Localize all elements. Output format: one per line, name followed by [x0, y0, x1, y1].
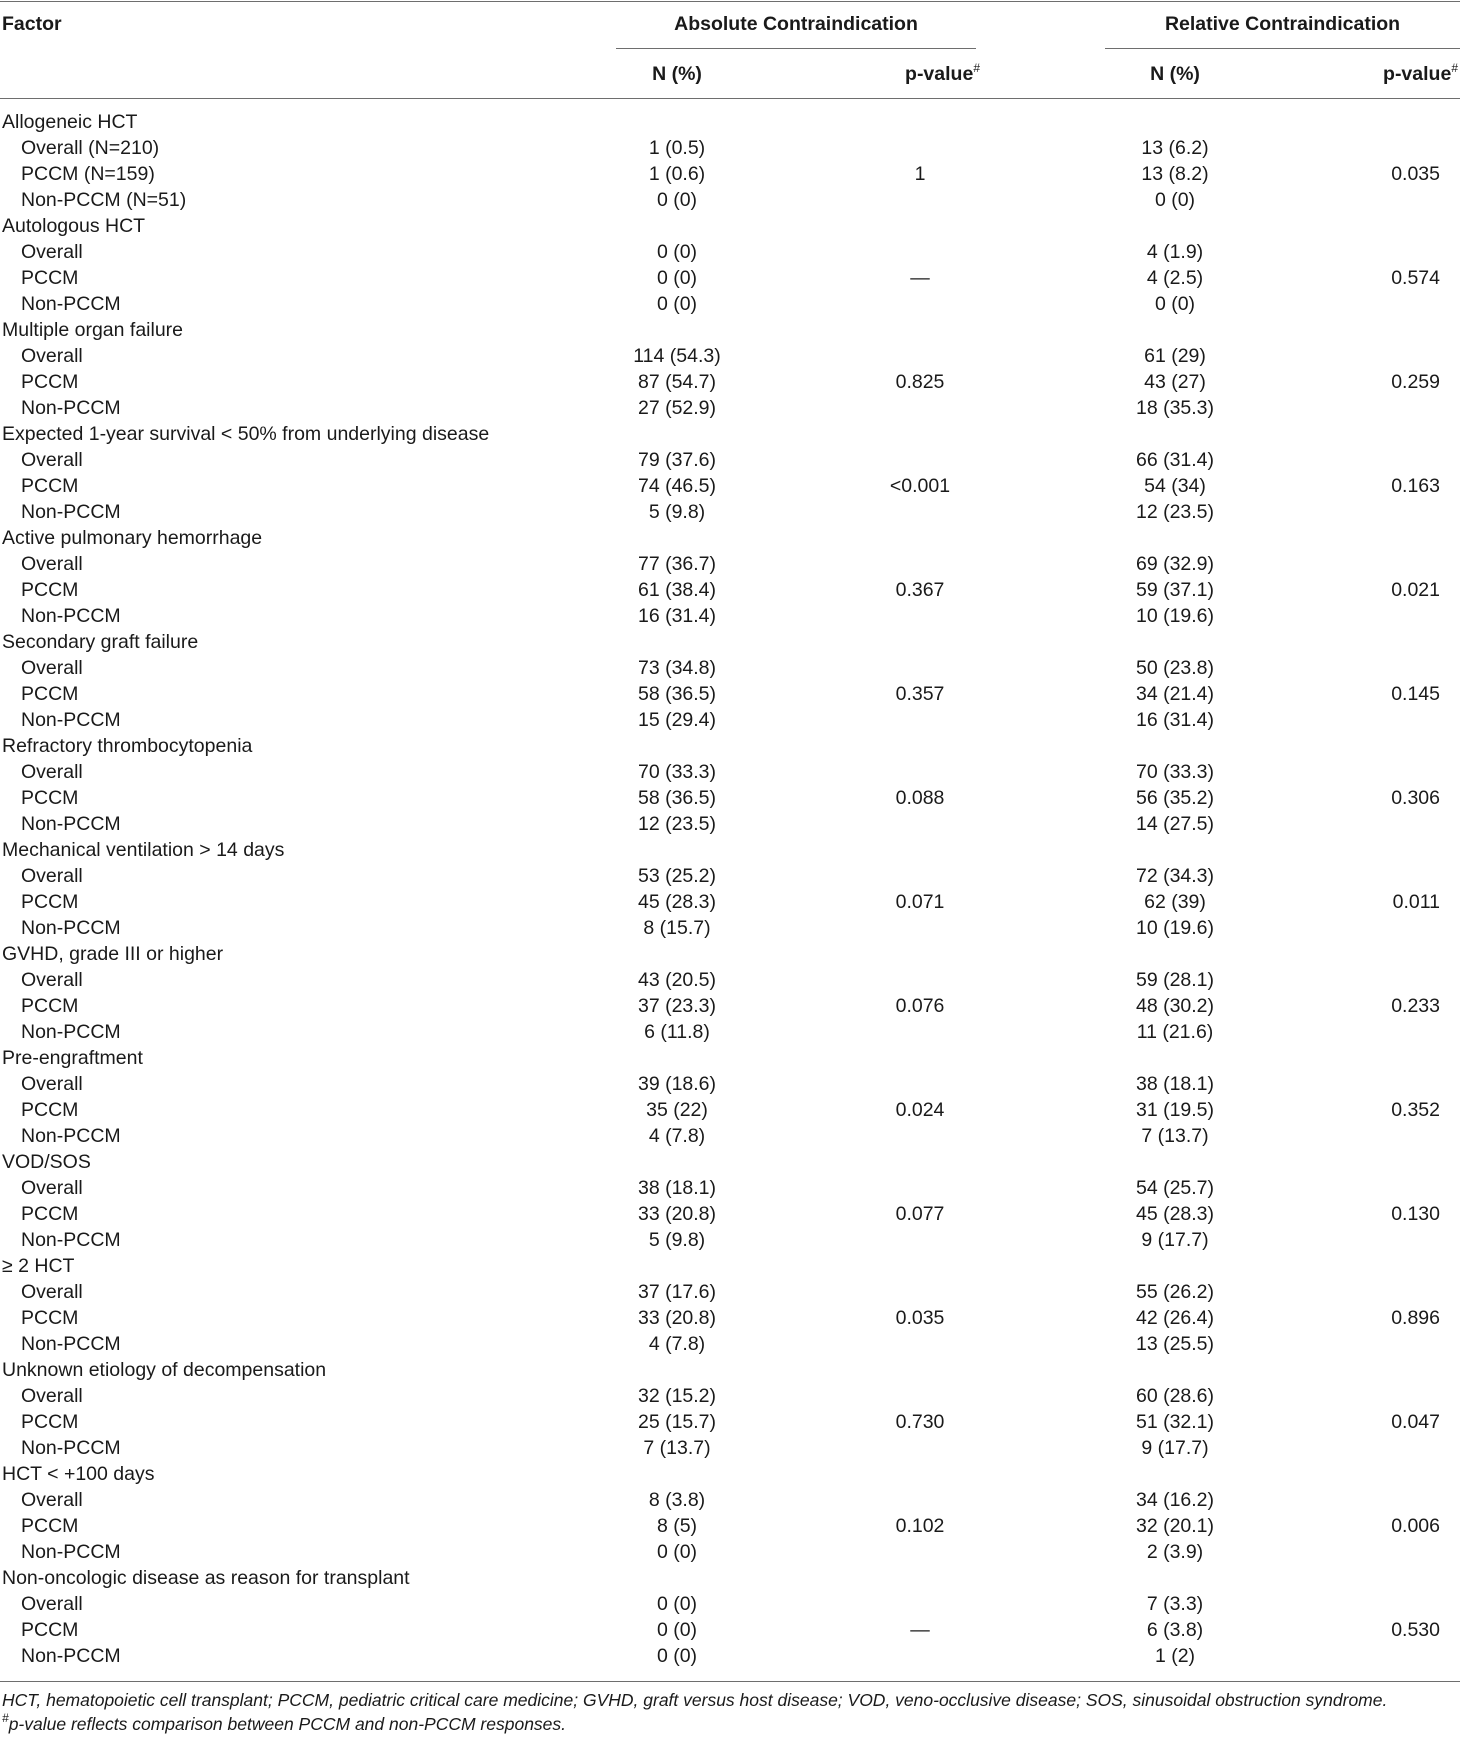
- relative-p-value: 0.130: [1391, 1203, 1440, 1225]
- row-label: PCCM: [21, 891, 79, 913]
- absolute-p-value: 1: [914, 163, 926, 185]
- table-row: [0, 1513, 1460, 1539]
- row-label: Non-PCCM: [21, 1437, 121, 1459]
- factor-title: Mechanical ventilation > 14 days: [2, 839, 285, 861]
- factor-group-row: [0, 1045, 1460, 1071]
- relative-n-pct: 42 (26.4): [1135, 1307, 1215, 1329]
- absolute-n-pct: 79 (37.6): [637, 449, 717, 471]
- factor-title: Expected 1-year survival < 50% from underlying disease: [2, 423, 490, 445]
- absolute-n-pct: 37 (23.3): [637, 995, 717, 1017]
- row-label: Non-PCCM: [21, 813, 121, 835]
- absolute-p-value: —: [910, 1619, 930, 1641]
- header-absolute-contraindication: Absolute Contraindication: [674, 13, 918, 35]
- relative-n-pct: 10 (19.6): [1135, 605, 1215, 627]
- absolute-n-pct: 114 (54.3): [633, 345, 721, 367]
- absolute-n-pct: 33 (20.8): [637, 1307, 717, 1329]
- table-row: [0, 655, 1460, 681]
- relative-n-pct: 72 (34.3): [1135, 865, 1215, 887]
- absolute-n-pct: 12 (23.5): [637, 813, 717, 835]
- factor-group-row: [0, 525, 1460, 551]
- row-label: PCCM: [21, 1515, 79, 1537]
- absolute-n-pct: 1 (0.5): [648, 137, 706, 159]
- relative-n-pct: 16 (31.4): [1135, 709, 1215, 731]
- relative-n-pct: 0 (0): [1154, 189, 1196, 211]
- absolute-n-pct: 70 (33.3): [637, 761, 717, 783]
- factor-title: Unknown etiology of decompensation: [2, 1359, 327, 1381]
- row-label: PCCM: [21, 1619, 79, 1641]
- header-abs-n-pct: N (%): [652, 63, 702, 85]
- table-row: [0, 265, 1460, 291]
- absolute-n-pct: 4 (7.8): [648, 1333, 706, 1355]
- factor-group-row: [0, 213, 1460, 239]
- table-row: [0, 1175, 1460, 1201]
- table-row: [0, 239, 1460, 265]
- relative-n-pct: 62 (39): [1144, 891, 1206, 913]
- relative-n-pct: 14 (27.5): [1135, 813, 1215, 835]
- row-label: Non-PCCM (N=51): [21, 189, 187, 211]
- factor-group-row: [0, 421, 1460, 447]
- factor-group-row: [0, 837, 1460, 863]
- absolute-n-pct: 8 (5): [656, 1515, 698, 1537]
- relative-n-pct: 50 (23.8): [1135, 657, 1215, 679]
- factor-group-row: [0, 1461, 1460, 1487]
- relative-p-value: 0.047: [1391, 1411, 1440, 1433]
- absolute-n-pct: 0 (0): [656, 241, 698, 263]
- factor-group-row: [0, 733, 1460, 759]
- row-label: Overall: [21, 1593, 83, 1615]
- relative-n-pct: 12 (23.5): [1135, 501, 1215, 523]
- relative-n-pct: 70 (33.3): [1135, 761, 1215, 783]
- absolute-n-pct: 8 (3.8): [648, 1489, 706, 1511]
- table-row: [0, 1305, 1460, 1331]
- relative-n-pct: 31 (19.5): [1135, 1099, 1215, 1121]
- table-row: [0, 603, 1460, 629]
- table-row: [0, 1435, 1460, 1461]
- relative-n-pct: 6 (3.8): [1146, 1619, 1204, 1641]
- absolute-n-pct: 58 (36.5): [637, 683, 717, 705]
- absolute-p-value: —: [910, 267, 930, 289]
- relative-n-pct: 54 (34): [1144, 475, 1206, 497]
- relative-p-value: 0.306: [1391, 787, 1440, 809]
- relative-n-pct: 54 (25.7): [1135, 1177, 1215, 1199]
- absolute-n-pct: 39 (18.6): [637, 1073, 717, 1095]
- relative-n-pct: 13 (25.5): [1135, 1333, 1215, 1355]
- absolute-n-pct: 4 (7.8): [648, 1125, 706, 1147]
- relative-n-pct: 59 (28.1): [1135, 969, 1215, 991]
- table-row: [0, 681, 1460, 707]
- relative-n-pct: 4 (1.9): [1146, 241, 1204, 263]
- relative-n-pct: 61 (29): [1144, 345, 1206, 367]
- relative-n-pct: 7 (13.7): [1141, 1125, 1209, 1147]
- factor-title: Autologous HCT: [2, 215, 146, 237]
- absolute-n-pct: 0 (0): [656, 189, 698, 211]
- absolute-p-value: 0.035: [895, 1307, 945, 1329]
- absolute-p-value: 0.088: [895, 787, 945, 809]
- row-label: Non-PCCM: [21, 1333, 121, 1355]
- table-row: [0, 343, 1460, 369]
- table-row: [0, 1019, 1460, 1045]
- relative-n-pct: 38 (18.1): [1135, 1073, 1215, 1095]
- row-label: PCCM: [21, 1203, 79, 1225]
- factor-title: Pre-engraftment: [2, 1047, 143, 1069]
- abs-p-value-mark: #: [973, 61, 980, 75]
- footnote-mark: #: [2, 1711, 9, 1725]
- factor-title: GVHD, grade III or higher: [2, 943, 224, 965]
- factor-title: Non-oncologic disease as reason for transplant: [2, 1567, 410, 1589]
- row-label: PCCM: [21, 995, 79, 1017]
- absolute-n-pct: 32 (15.2): [637, 1385, 717, 1407]
- factor-group-row: [0, 317, 1460, 343]
- factor-title: Active pulmonary hemorrhage: [2, 527, 263, 549]
- table-row: [0, 1227, 1460, 1253]
- row-label: Overall: [21, 865, 83, 887]
- top-rule: [0, 1, 1460, 2]
- table-row: [0, 395, 1460, 421]
- header-rel-n-pct: N (%): [1150, 63, 1200, 85]
- absolute-p-value: 0.076: [895, 995, 945, 1017]
- relative-n-pct: 66 (31.4): [1135, 449, 1215, 471]
- relative-n-pct: 7 (3.3): [1146, 1593, 1204, 1615]
- header-bottom-rule: [0, 98, 1460, 99]
- absolute-n-pct: 87 (54.7): [637, 371, 717, 393]
- header-abs-p-value: [860, 62, 980, 86]
- row-label: Non-PCCM: [21, 605, 121, 627]
- absolute-n-pct: 5 (9.8): [648, 1229, 706, 1251]
- row-label: PCCM (N=159): [21, 163, 155, 185]
- absolute-n-pct: 58 (36.5): [637, 787, 717, 809]
- row-label: Overall: [21, 449, 83, 471]
- relative-p-value: 0.896: [1391, 1307, 1440, 1329]
- relative-p-value: 0.021: [1391, 579, 1440, 601]
- factor-title: Multiple organ failure: [2, 319, 184, 341]
- table-row: [0, 577, 1460, 603]
- row-label: PCCM: [21, 579, 79, 601]
- factor-title: Refractory thrombocytopenia: [2, 735, 253, 757]
- relative-n-pct: 55 (26.2): [1135, 1281, 1215, 1303]
- relative-p-value: 0.530: [1391, 1619, 1440, 1641]
- relative-n-pct: 45 (28.3): [1135, 1203, 1215, 1225]
- absolute-n-pct: 0 (0): [656, 1645, 698, 1667]
- relative-n-pct: 13 (8.2): [1141, 163, 1209, 185]
- table-row: [0, 1123, 1460, 1149]
- absolute-n-pct: 0 (0): [656, 293, 698, 315]
- row-label: PCCM: [21, 1411, 79, 1433]
- row-label: PCCM: [21, 787, 79, 809]
- factor-title: Secondary graft failure: [2, 631, 199, 653]
- relative-p-value: 0.233: [1391, 995, 1440, 1017]
- row-label: Overall (N=210): [21, 137, 160, 159]
- relative-n-pct: 2 (3.9): [1146, 1541, 1204, 1563]
- absolute-n-pct: 8 (15.7): [643, 917, 711, 939]
- absolute-n-pct: 16 (31.4): [637, 605, 717, 627]
- table-row: [0, 187, 1460, 213]
- absolute-p-value: 0.102: [895, 1515, 945, 1537]
- table-row: [0, 785, 1460, 811]
- row-label: PCCM: [21, 1307, 79, 1329]
- factor-title: Allogeneic HCT: [2, 111, 138, 133]
- row-label: PCCM: [21, 371, 79, 393]
- absolute-n-pct: 5 (9.8): [648, 501, 706, 523]
- absolute-n-pct: 1 (0.6): [648, 163, 706, 185]
- table-row: [0, 967, 1460, 993]
- table-row: [0, 1201, 1460, 1227]
- absolute-n-pct: 33 (20.8): [637, 1203, 717, 1225]
- header-rel-p-value: [1300, 62, 1458, 86]
- table-row: [0, 1383, 1460, 1409]
- absolute-n-pct: 0 (0): [656, 1593, 698, 1615]
- factor-group-row: [0, 941, 1460, 967]
- absolute-n-pct: 43 (20.5): [637, 969, 717, 991]
- row-label: Non-PCCM: [21, 293, 121, 315]
- table-row: [0, 889, 1460, 915]
- row-label: Overall: [21, 1073, 83, 1095]
- absolute-p-value: 0.071: [895, 891, 945, 913]
- table-row: [0, 915, 1460, 941]
- relative-n-pct: 48 (30.2): [1135, 995, 1215, 1017]
- absolute-p-value: <0.001: [889, 475, 951, 497]
- row-label: Non-PCCM: [21, 397, 121, 419]
- row-label: Overall: [21, 345, 83, 367]
- absolute-n-pct: 7 (13.7): [643, 1437, 711, 1459]
- row-label: Overall: [21, 241, 83, 263]
- row-label: PCCM: [21, 683, 79, 705]
- table-row: [0, 811, 1460, 837]
- factor-title: HCT < +100 days: [2, 1463, 155, 1485]
- factor-group-row: [0, 629, 1460, 655]
- row-label: Overall: [21, 969, 83, 991]
- relative-p-value: 0.352: [1391, 1099, 1440, 1121]
- factor-group-row: [0, 1357, 1460, 1383]
- rel-p-value-label: p-value: [1383, 63, 1452, 85]
- absolute-n-pct: 0 (0): [656, 267, 698, 289]
- relative-p-value: 0.145: [1391, 683, 1440, 705]
- table-row: [0, 863, 1460, 889]
- absolute-n-pct: 73 (34.8): [637, 657, 717, 679]
- factor-group-row: [0, 1565, 1460, 1591]
- table-row: [0, 551, 1460, 577]
- relative-p-value: 0.574: [1391, 267, 1440, 289]
- footnote-p-value-text: p-value reflects comparison between PCCM and non-PCCM responses.: [8, 1714, 567, 1734]
- row-label: Non-PCCM: [21, 709, 121, 731]
- relative-n-pct: 51 (32.1): [1135, 1411, 1215, 1433]
- bottom-rule: [0, 1681, 1460, 1682]
- table-row: [0, 135, 1460, 161]
- relative-n-pct: 13 (6.2): [1141, 137, 1209, 159]
- row-label: Non-PCCM: [21, 1541, 121, 1563]
- table-row: [0, 1279, 1460, 1305]
- row-label: Overall: [21, 1281, 83, 1303]
- row-label: Overall: [21, 1385, 83, 1407]
- absolute-n-pct: 0 (0): [656, 1541, 698, 1563]
- table-row: [0, 161, 1460, 187]
- table-row: [0, 1097, 1460, 1123]
- table-row: [0, 447, 1460, 473]
- table-row: [0, 993, 1460, 1019]
- relative-n-pct: 43 (27): [1144, 371, 1206, 393]
- relative-n-pct: 59 (37.1): [1135, 579, 1215, 601]
- header-relative-contraindication: Relative Contraindication: [1164, 13, 1401, 35]
- absolute-n-pct: 25 (15.7): [637, 1411, 717, 1433]
- table-row: [0, 473, 1460, 499]
- absolute-n-pct: 45 (28.3): [637, 891, 717, 913]
- row-label: Non-PCCM: [21, 1021, 121, 1043]
- relative-span-rule: [1105, 48, 1460, 49]
- relative-n-pct: 11 (21.6): [1136, 1021, 1214, 1043]
- footnote-p-value: [2, 1712, 566, 1736]
- row-label: Overall: [21, 553, 83, 575]
- factor-group-row: [0, 109, 1460, 135]
- table-row: [0, 1591, 1460, 1617]
- absolute-n-pct: 15 (29.4): [637, 709, 717, 731]
- row-label: PCCM: [21, 267, 79, 289]
- row-label: Non-PCCM: [21, 1125, 121, 1147]
- table-row: [0, 1331, 1460, 1357]
- row-label: Non-PCCM: [21, 917, 121, 939]
- factor-title: ≥ 2 HCT: [2, 1255, 75, 1277]
- relative-p-value: 0.163: [1391, 475, 1440, 497]
- table-row: [0, 1617, 1460, 1643]
- factor-title: VOD/SOS: [2, 1151, 91, 1173]
- absolute-n-pct: 53 (25.2): [637, 865, 717, 887]
- row-label: Overall: [21, 1489, 83, 1511]
- abs-p-value-label: p-value: [905, 63, 974, 85]
- relative-p-value: 0.006: [1391, 1515, 1440, 1537]
- relative-n-pct: 18 (35.3): [1135, 397, 1215, 419]
- absolute-n-pct: 0 (0): [656, 1619, 698, 1641]
- absolute-span-rule: [616, 48, 976, 49]
- row-label: Non-PCCM: [21, 1645, 121, 1667]
- factor-group-row: [0, 1253, 1460, 1279]
- table-row: [0, 759, 1460, 785]
- absolute-p-value: 0.730: [895, 1411, 945, 1433]
- row-label: Non-PCCM: [21, 1229, 121, 1251]
- factor-group-row: [0, 1149, 1460, 1175]
- absolute-n-pct: 38 (18.1): [637, 1177, 717, 1199]
- row-label: Overall: [21, 1177, 83, 1199]
- absolute-n-pct: 27 (52.9): [637, 397, 717, 419]
- row-label: PCCM: [21, 1099, 79, 1121]
- absolute-p-value: 0.367: [895, 579, 945, 601]
- relative-n-pct: 32 (20.1): [1135, 1515, 1215, 1537]
- relative-n-pct: 9 (17.7): [1141, 1229, 1209, 1251]
- table-row: [0, 1487, 1460, 1513]
- row-label: Overall: [21, 657, 83, 679]
- row-label: Non-PCCM: [21, 501, 121, 523]
- absolute-n-pct: 74 (46.5): [637, 475, 717, 497]
- row-label: Overall: [21, 761, 83, 783]
- footnote-abbreviations: HCT, hematopoietic cell transplant; PCCM, pediatric critical care medicine; GVHD, graft versus host disease; VOD, veno-occlusive disease; SOS, sinusoidal obstruction syndrome.: [2, 1690, 1388, 1710]
- header-factor: Factor: [2, 13, 62, 35]
- absolute-n-pct: 37 (17.6): [637, 1281, 717, 1303]
- relative-n-pct: 69 (32.9): [1135, 553, 1215, 575]
- relative-p-value: 0.035: [1391, 163, 1440, 185]
- table-row: [0, 707, 1460, 733]
- absolute-p-value: 0.077: [895, 1203, 945, 1225]
- relative-n-pct: 34 (21.4): [1135, 683, 1215, 705]
- relative-n-pct: 4 (2.5): [1146, 267, 1204, 289]
- absolute-p-value: 0.825: [895, 371, 945, 393]
- relative-n-pct: 1 (2): [1154, 1645, 1196, 1667]
- rel-p-value-mark: #: [1451, 61, 1458, 75]
- absolute-n-pct: 61 (38.4): [637, 579, 717, 601]
- table-row: [0, 1539, 1460, 1565]
- table-row: [0, 1409, 1460, 1435]
- table-row: [0, 291, 1460, 317]
- relative-p-value: 0.259: [1391, 371, 1440, 393]
- absolute-n-pct: 6 (11.8): [644, 1021, 710, 1043]
- relative-n-pct: 56 (35.2): [1135, 787, 1215, 809]
- table-row: [0, 1071, 1460, 1097]
- absolute-n-pct: 77 (36.7): [637, 553, 717, 575]
- relative-n-pct: 0 (0): [1154, 293, 1196, 315]
- absolute-n-pct: 35 (22): [646, 1099, 708, 1121]
- absolute-p-value: 0.024: [895, 1099, 945, 1121]
- table-row: [0, 369, 1460, 395]
- relative-n-pct: 60 (28.6): [1135, 1385, 1215, 1407]
- relative-p-value: 0.011: [1392, 891, 1440, 913]
- relative-n-pct: 9 (17.7): [1141, 1437, 1209, 1459]
- relative-n-pct: 10 (19.6): [1135, 917, 1215, 939]
- relative-n-pct: 34 (16.2): [1135, 1489, 1215, 1511]
- table-row: [0, 499, 1460, 525]
- table-row: [0, 1643, 1460, 1669]
- absolute-p-value: 0.357: [895, 683, 945, 705]
- row-label: PCCM: [21, 475, 79, 497]
